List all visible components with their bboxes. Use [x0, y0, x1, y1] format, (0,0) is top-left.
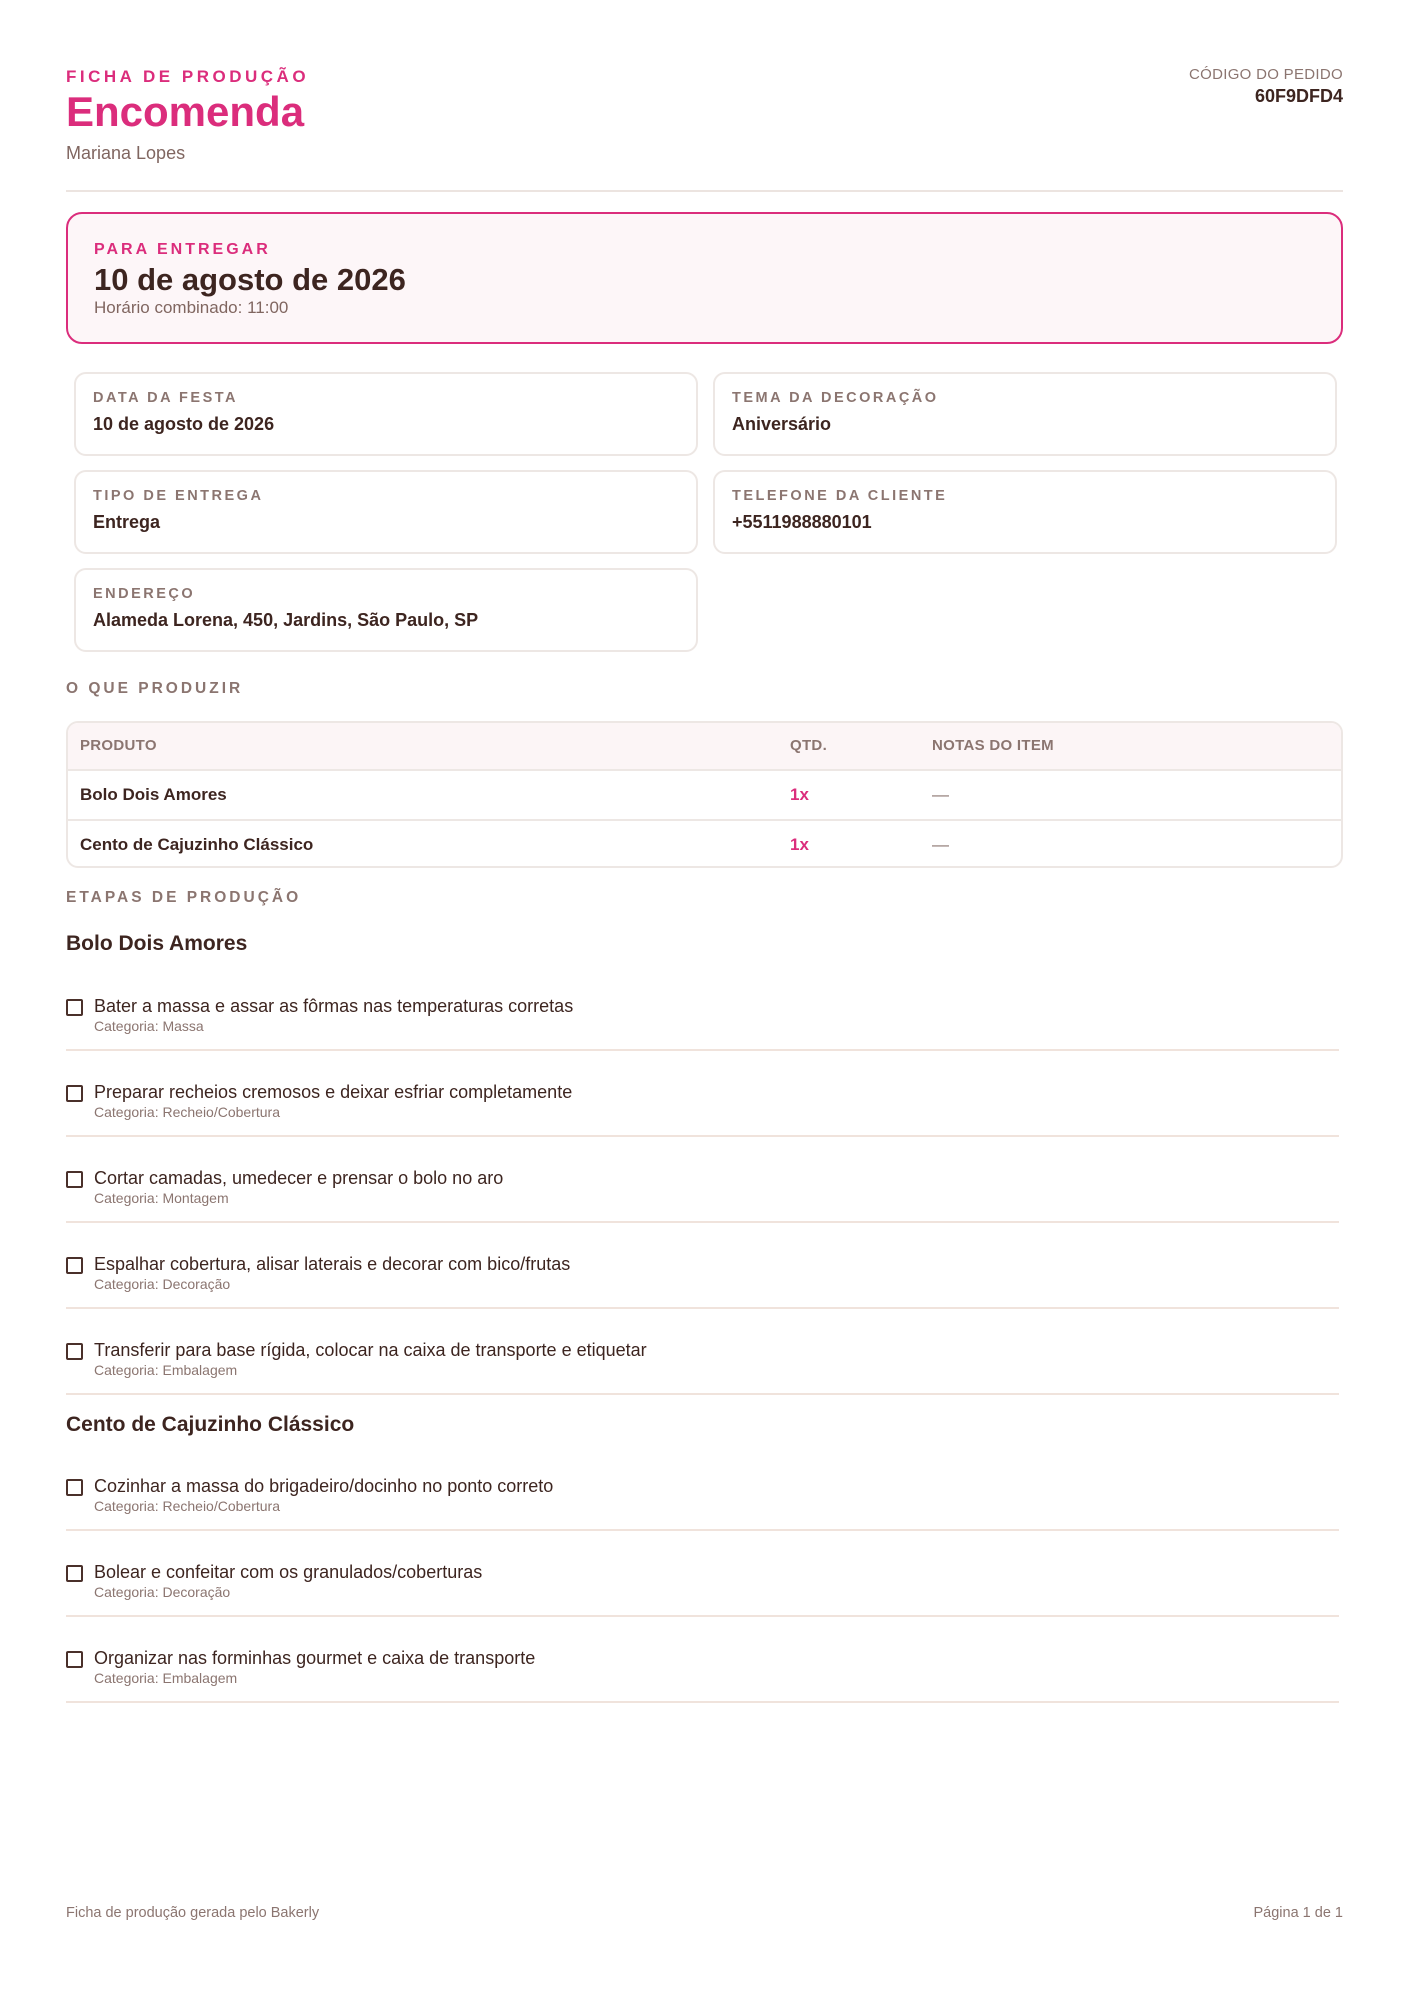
footer-credit: Ficha de produção gerada pelo Bakerly — [66, 1905, 320, 1921]
step-category: Categoria: Recheio/Cobertura — [94, 1104, 280, 1120]
step-category: Categoria: Decoração — [94, 1276, 231, 1292]
step-category: Categoria: Embalagem — [94, 1670, 238, 1686]
step-checkbox[interactable] — [66, 1479, 83, 1496]
address-card — [74, 568, 698, 652]
product-qty: 1x — [790, 785, 809, 804]
card-label: DATA DA FESTA — [93, 390, 238, 406]
step-item — [66, 1637, 1339, 1703]
column-header-qty: QTD. — [790, 737, 828, 754]
step-item — [66, 1329, 1339, 1395]
step-category: Categoria: Montagem — [94, 1190, 229, 1206]
product-qty: 1x — [790, 835, 809, 854]
step-text: Cortar camadas, umedecer e prensar o bolo no aro — [94, 1168, 504, 1188]
table-header — [68, 723, 1341, 771]
step-text: Bolear e confeitar com os granulados/coberturas — [94, 1562, 483, 1582]
delivery-date: 10 de agosto de 2026 — [94, 262, 406, 297]
production-sheet — [66, 0, 1343, 1686]
column-header-product: PRODUTO — [80, 737, 157, 754]
product-name: Bolo Dois Amores — [80, 785, 227, 804]
step-checkbox[interactable] — [66, 999, 83, 1016]
card-value: +5511988880101 — [732, 512, 872, 532]
step-category: Categoria: Embalagem — [94, 1362, 238, 1378]
step-category: Categoria: Massa — [94, 1018, 204, 1034]
steps-section-title: ETAPAS DE PRODUÇÃO — [66, 889, 302, 906]
party-date-card — [74, 372, 698, 456]
step-group-title: Bolo Dois Amores — [66, 932, 248, 955]
card-label: TEMA DA DECORAÇÃO — [732, 390, 939, 406]
products-table — [66, 721, 1343, 868]
step-checkbox[interactable] — [66, 1257, 83, 1274]
client-name: Mariana Lopes — [66, 143, 186, 163]
delivery-time: Horário combinado: 11:00 — [94, 298, 289, 317]
card-value: Aniversário — [732, 414, 832, 434]
product-name: Cento de Cajuzinho Clássico — [80, 835, 314, 854]
order-code: 60F9DFD4 — [1254, 86, 1343, 106]
order-code-label: CÓDIGO DO PEDIDO — [1189, 66, 1343, 83]
document-kicker: FICHA DE PRODUÇÃO — [66, 67, 310, 86]
step-item — [66, 1071, 1339, 1137]
step-item — [66, 1243, 1339, 1309]
delivery-label: PARA ENTREGAR — [94, 241, 271, 258]
phone-card — [713, 470, 1337, 554]
step-group-title: Cento de Cajuzinho Clássico — [66, 1413, 355, 1436]
page-title: Encomenda — [66, 88, 305, 135]
table-row — [68, 771, 1341, 821]
product-notes: — — [932, 835, 949, 854]
page-number: Página 1 de 1 — [1253, 1905, 1343, 1921]
step-checkbox[interactable] — [66, 1343, 83, 1360]
step-text: Espalhar cobertura, alisar laterais e decorar com bico/frutas — [94, 1254, 571, 1274]
card-label: ENDEREÇO — [93, 586, 196, 602]
step-text: Bater a massa e assar as fôrmas nas temperaturas corretas — [94, 996, 574, 1016]
step-checkbox[interactable] — [66, 1651, 83, 1668]
step-category: Categoria: Decoração — [94, 1584, 231, 1600]
step-text: Preparar recheios cremosos e deixar esfriar completamente — [94, 1082, 573, 1102]
step-text: Cozinhar a massa do brigadeiro/docinho no ponto correto — [94, 1476, 554, 1496]
delivery-box — [66, 212, 1343, 344]
card-label: TIPO DE ENTREGA — [93, 488, 264, 504]
step-checkbox[interactable] — [66, 1565, 83, 1582]
card-value: Entrega — [93, 512, 161, 532]
step-item — [66, 1157, 1339, 1223]
delivery-type-card — [74, 470, 698, 554]
step-checkbox[interactable] — [66, 1085, 83, 1102]
step-text: Organizar nas forminhas gourmet e caixa de transporte — [94, 1648, 536, 1668]
step-item — [66, 1465, 1339, 1531]
step-checkbox[interactable] — [66, 1171, 83, 1188]
product-notes: — — [932, 785, 949, 804]
card-label: TELEFONE DA CLIENTE — [732, 488, 948, 504]
card-value: 10 de agosto de 2026 — [93, 414, 275, 434]
header — [66, 0, 1343, 192]
step-text: Transferir para base rígida, colocar na caixa de transporte e etiquetar — [94, 1340, 647, 1360]
step-item — [66, 1551, 1339, 1617]
products-section-title: O QUE PRODUZIR — [66, 680, 244, 697]
theme-card — [713, 372, 1337, 456]
step-item — [66, 985, 1339, 1051]
table-row — [68, 821, 1341, 868]
card-value: Alameda Lorena, 450, Jardins, São Paulo, SP — [93, 610, 479, 630]
column-header-notes: NOTAS DO ITEM — [932, 737, 1054, 754]
step-category: Categoria: Recheio/Cobertura — [94, 1498, 280, 1514]
